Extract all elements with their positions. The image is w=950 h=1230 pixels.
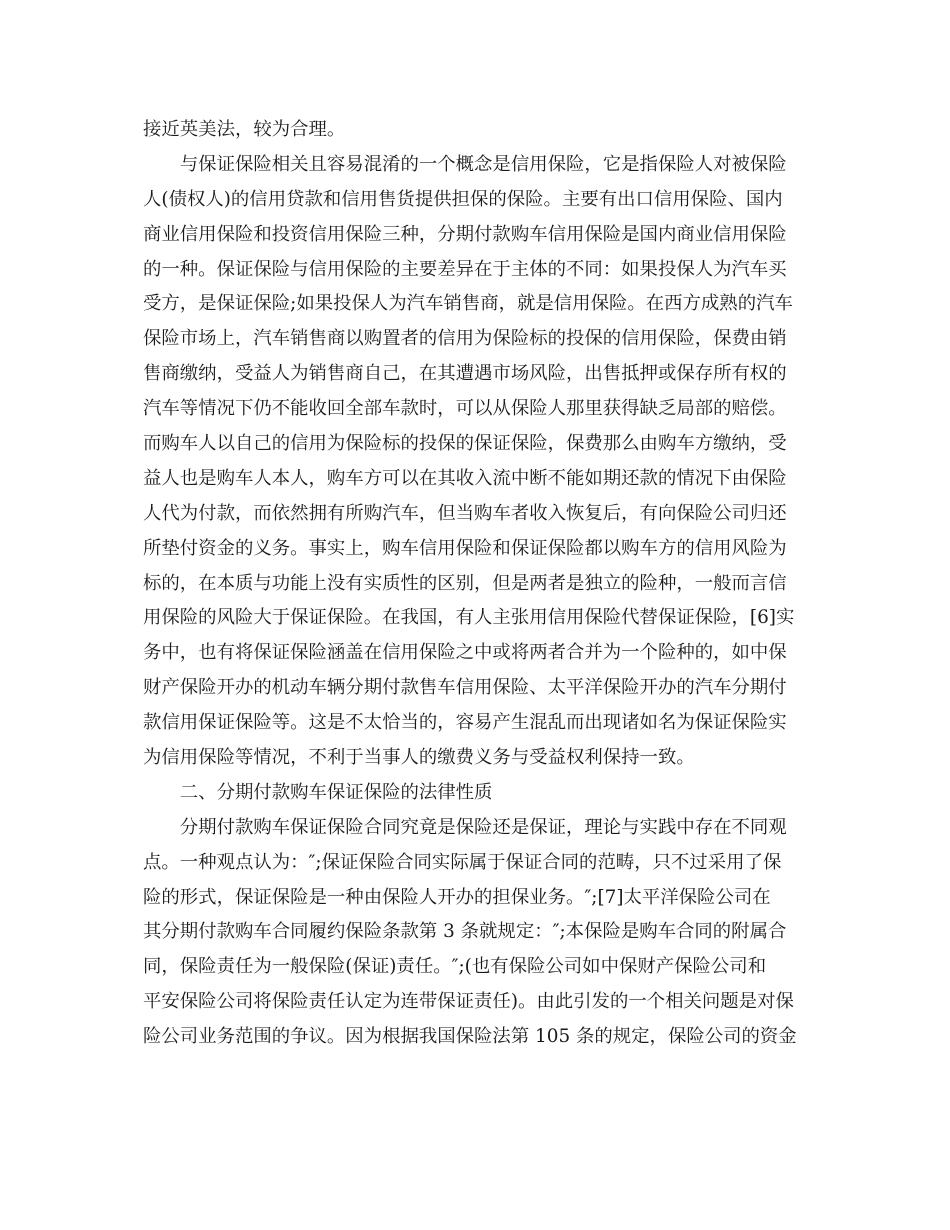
text-line: 益人也是购车人本人，购车方可以在其收入流中断不能如期还款的情况下由保险 (143, 467, 787, 489)
text-line: 点。一种观点认为：″;保证保险合同实际属于保证合同的范畴，只不过采用了保 (143, 851, 782, 873)
text-line: 务中，也有将保证保险涵盖在信用保险之中或将两者合并为一个险种的，如中保 (143, 642, 787, 664)
text-line: 人代为付款，而依然拥有所购汽车，但当购车者收入恢复后，有向保险公司归还 (143, 502, 787, 524)
section-heading: 二、分期付款购车保证保险的法律性质 (143, 781, 493, 803)
text-line: 接近英美法，较为合理。 (143, 119, 346, 140)
text-line: 分期付款购车保证保险合同究竟是保险还是保证，理论与实践中存在不同观 (143, 816, 787, 838)
text-line: 标的，在本质与功能上没有实质性的区别，但是两者是独立的险种，一般而言信 (143, 572, 787, 594)
text-line: 同，保险责任为一般保险(保证)责任。″;(也有保险公司如中保财产保险公司和 (143, 956, 767, 978)
text-line: 款信用保证保险等。这是不太恰当的，容易产生混乱而出现诸如名为保证保险实 (143, 712, 787, 734)
text-line: 为信用保险等情况，不利于当事人的缴费义务与受益权利保持一致。 (143, 747, 695, 769)
text-line: 平安保险公司将保险责任认定为连带保证责任)。由此引发的一个相关问题是对保 (143, 991, 794, 1013)
text-line: 险的形式，保证保险是一种由保险人开办的担保业务。″;[7]太平洋保险公司在 (143, 886, 771, 908)
text-line: 人(债权人)的信用贷款和信用售货提供担保的保险。主要有出口信用保险、国内 (143, 188, 783, 210)
text-line: 财产保险开办的机动车辆分期付款售车信用保险、太平洋保险开办的汽车分期付 (143, 677, 787, 699)
text-line: 险公司业务范围的争议。因为根据我国保险法第 105 条的规定，保险公司的资金 (143, 1026, 797, 1048)
text-line: 受方，是保证保险;如果投保人为汽车销售商，就是信用保险。在西方成熟的汽车 (143, 293, 793, 315)
body-text (143, 113, 807, 1055)
text-line: 汽车等情况下仍不能收回全部车款时，可以从保险人那里获得缺乏局部的赔偿。 (143, 398, 787, 420)
text-line: 用保险的风险大于保证保险。在我国，有人主张用信用保险代替保证保险，[6]实 (143, 607, 795, 629)
text-line: 其分期付款购车合同履约保险条款第 3 条就规定：″;本保险是购车合同的附属合 (143, 921, 787, 943)
text-line: 与保证保险相关且容易混淆的一个概念是信用保险，它是指保险人对被保险 (143, 153, 787, 175)
text-line: 保险市场上，汽车销售商以购置者的信用为保险标的投保的信用保险，保费由销 (143, 328, 787, 350)
text-line: 商业信用保险和投资信用保险三种，分期付款购车信用保险是国内商业信用保险 (143, 223, 787, 245)
text-line: 而购车人以自己的信用为保险标的投保的保证保险，保费那么由购车方缴纳，受 (143, 433, 787, 455)
text-line: 售商缴纳，受益人为销售商自己，在其遭遇市场风险，出售抵押或保存所有权的 (143, 363, 787, 385)
text-line: 的一种。保证保险与信用保险的主要差异在于主体的不同：如果投保人为汽车买 (143, 258, 787, 280)
text-line: 所垫付资金的义务。事实上，购车信用保险和保证保险都以购车方的信用风险为 (143, 537, 787, 559)
